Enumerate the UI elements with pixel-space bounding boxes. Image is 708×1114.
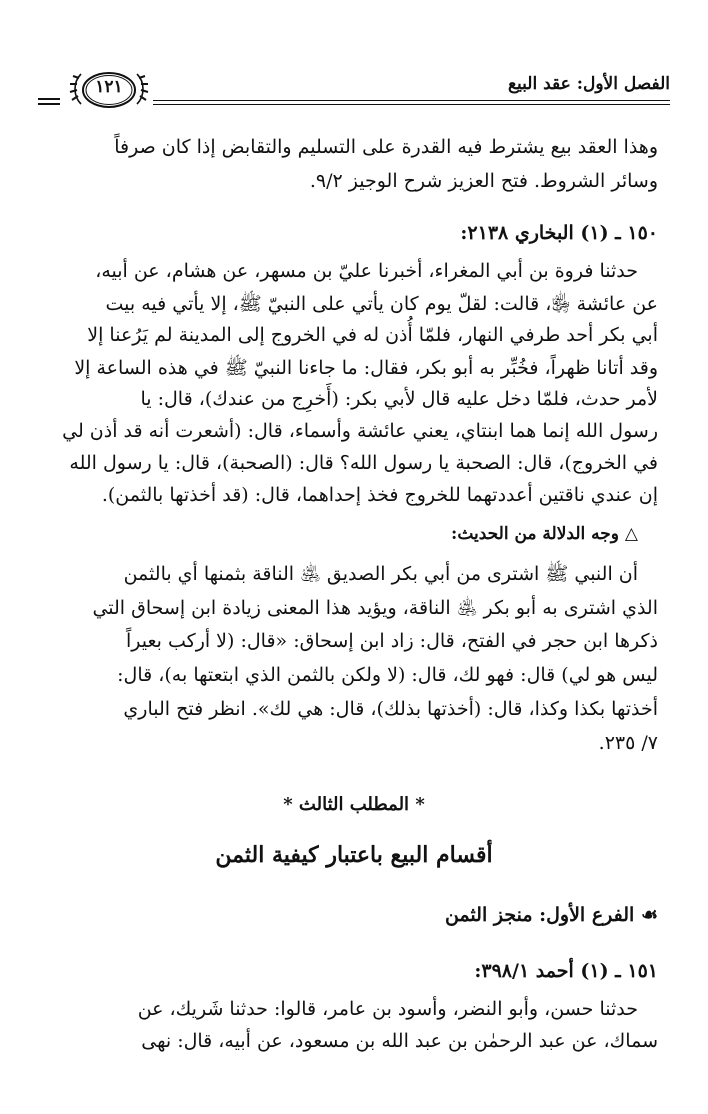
text-line: وقد أتانا ظهراً، فخُبِّر به أبو بكر، فقال: ما جاءنا النبيّ ﷺ في هذه الساعة إلا xyxy=(74,357,658,379)
header-rule-left xyxy=(38,98,60,100)
hadith-heading: ١٥١ ـ (١) أحمد ٣٩٨/١: xyxy=(474,960,658,982)
text-line: وسائر الشروط. فتح العزيز شرح الوجيز ٩/٢. xyxy=(309,170,658,192)
text-line: الذي اشترى به أبو بكر ﵁ الناقة، ويؤيد هذا المعنى زيادة ابن إسحاق التي xyxy=(92,597,658,619)
text-line: أبي بكر أحد طرفي النهار، فلمّا أُذن له في الخروج إلى المدينة لم يَرُعنا إلا xyxy=(87,324,658,346)
bullet-icon: ☙ xyxy=(634,904,658,926)
text-line: رسول الله إنما هما ابنتاي، يعني عائشة وأسماء، قال: (أشعرت أنه قد أذن لي xyxy=(62,420,658,442)
text-line: ذكرها ابن حجر في الفتح، قال: زاد ابن إسحاق: «قال: (لا أركب بعيراً xyxy=(126,630,658,652)
header-rule xyxy=(153,100,670,101)
page-header xyxy=(38,66,670,116)
branch-heading-text: الفرع الأول: منجز الثمن xyxy=(444,904,635,926)
section-title: أقسام البيع باعتبار كيفية الثمن xyxy=(215,842,493,868)
header-rule-left-double xyxy=(38,103,60,105)
text-line: عن عائشة ﵂، قالت: لقلّ يوم كان يأتي على النبيّ ﷺ، إلا يأتي فيه بيت xyxy=(105,293,658,315)
hadith-heading: ١٥٠ ـ (١) البخاري ٢١٣٨: xyxy=(460,222,658,244)
branch-heading xyxy=(445,904,658,926)
text-line: وهذا العقد بيع يشترط فيه القدرة على التسليم والتقابض إذا كان صرفاً xyxy=(114,136,658,158)
header-rule-double xyxy=(153,104,670,105)
text-line: في الخروج)، قال: الصحبة يا رسول الله؟ قال: (الصحبة)، قال: يا رسول الله xyxy=(69,452,658,474)
text-line: ٧/ ٢٣٥. xyxy=(598,732,658,754)
text-line: حدثنا فروة بن أبي المغراء، أخبرنا عليّ بن مسهر، عن هشام، عن أبيه، xyxy=(95,260,638,282)
text-line: إن عندي ناقتين أعددتهما للخروج فخذ إحداهما، قال: (قد أخذتها بالثمن). xyxy=(101,484,658,506)
text-line: أن النبي ﷺ اشترى من أبي بكر الصديق ﵁ الناقة بثمنها أي بالثمن xyxy=(123,563,638,585)
text-line: أخذتها بكذا وكذا، قال: (أخذتها بذلك)، قال: هي لك». انظر فتح الباري xyxy=(123,698,658,720)
text-line: لأمر حدث، فلمّا دخل عليه قال لأبي بكر: (أَخرِج من عندك)، قال: يا xyxy=(140,388,658,410)
text-line: ليس هو لي) قال: فهو لك، قال: (لا ولكن بالثمن الذي ابتعتها به)، قال: xyxy=(117,664,658,686)
text-line: حدثنا حسن، وأبو النضر، وأسود بن عامر، قالوا: حدثنا شَريك، عن xyxy=(137,998,638,1020)
evidence-heading: △ وجه الدلالة من الحديث: xyxy=(451,524,638,544)
chapter-title: الفصل الأول: عقد البيع xyxy=(507,74,670,94)
section-subtitle: * المطلب الثالث * xyxy=(283,794,425,815)
text-line: سماك، عن عبد الرحمٰن بن عبد الله بن مسعود، عن أبيه، قال: نهى xyxy=(141,1030,658,1052)
page-number: ١٢١ xyxy=(95,77,123,97)
